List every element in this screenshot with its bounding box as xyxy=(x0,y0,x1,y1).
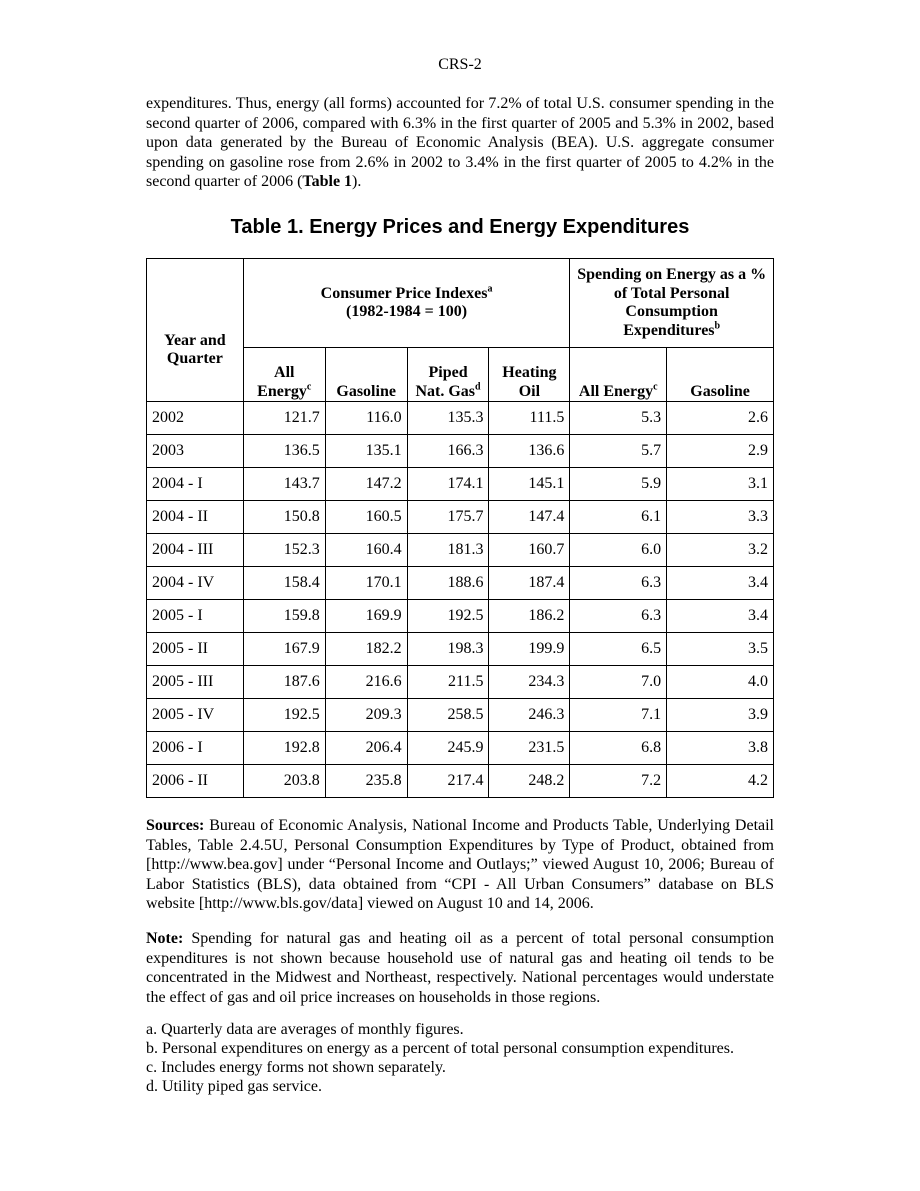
footnote-a: a. Quarterly data are averages of monthly figures. xyxy=(146,1021,464,1038)
sources-text: Bureau of Economic Analysis, National Income and Products Table, Underlying Detail Tables, Table 2.4.5U, Personal Consumption Expenditures by Type of Product, obtained from [http://www.bea.gov] under “Personal Income and Outlays;” viewed August 10, 2006; Bureau of Labor Statistics (BLS), data obtained from “CPI - All Urban Consumers” database on BLS website [http://www.bls.gov/data] viewed on August 10 and 14, 2006. xyxy=(146,817,774,913)
cell-sp-gas: 3.5 xyxy=(667,633,774,666)
cell-sp-gas: 4.0 xyxy=(667,666,774,699)
cell-cpi-all: 159.8 xyxy=(243,600,325,633)
header-spending-group: Spending on Energy as a % of Total Personal Consumption Expenditures$^b$ xyxy=(570,259,774,348)
cell-sp-all: 6.3 xyxy=(570,600,667,633)
cell-cpi-oil: 147.4 xyxy=(489,501,570,534)
cell-sp-all: 7.1 xyxy=(570,699,667,732)
cell-cpi-all: 158.4 xyxy=(243,567,325,600)
cell-cpi-gas: 206.4 xyxy=(325,732,407,765)
page-header: CRS-2 xyxy=(438,56,482,73)
cell-period: 2004 - I xyxy=(147,468,244,501)
header-cpi-all-energy: All Energy$^c$ xyxy=(243,348,325,402)
table-row xyxy=(147,468,774,501)
cell-cpi-all: 192.8 xyxy=(243,732,325,765)
table-row xyxy=(147,732,774,765)
intro-paragraph xyxy=(146,94,774,192)
cell-sp-all: 7.2 xyxy=(570,765,667,798)
cell-cpi-oil: 248.2 xyxy=(489,765,570,798)
cell-sp-all: 6.0 xyxy=(570,534,667,567)
intro-table-reference: Table 1 xyxy=(302,173,353,191)
table-row xyxy=(147,699,774,732)
header-cpi-piped-gas: Piped Nat. Gas$^d$ xyxy=(407,348,489,402)
cell-cpi-gas: 170.1 xyxy=(325,567,407,600)
footnote-d: d. Utility piped gas service. xyxy=(146,1078,322,1095)
header-cpi-gasoline: Gasoline xyxy=(325,348,407,402)
cell-cpi-piped: 135.3 xyxy=(407,402,489,435)
cell-sp-gas: 3.4 xyxy=(667,567,774,600)
cell-cpi-all: 143.7 xyxy=(243,468,325,501)
cell-cpi-gas: 135.1 xyxy=(325,435,407,468)
cell-cpi-piped: 166.3 xyxy=(407,435,489,468)
cell-cpi-oil: 231.5 xyxy=(489,732,570,765)
cell-period: 2004 - IV xyxy=(147,567,244,600)
table-row xyxy=(147,402,774,435)
table-title: Table 1. Energy Prices and Energy Expenditures xyxy=(230,216,690,238)
cell-sp-all: 6.8 xyxy=(570,732,667,765)
cell-cpi-piped: 245.9 xyxy=(407,732,489,765)
table-row xyxy=(147,501,774,534)
cell-sp-gas: 4.2 xyxy=(667,765,774,798)
cell-cpi-oil: 111.5 xyxy=(489,402,570,435)
cell-period: 2006 - I xyxy=(147,732,244,765)
header-spend-all-energy: All Energy$^c$ xyxy=(570,348,667,402)
cell-cpi-piped: 258.5 xyxy=(407,699,489,732)
cell-cpi-piped: 211.5 xyxy=(407,666,489,699)
cell-sp-all: 6.5 xyxy=(570,633,667,666)
footnote-b: b. Personal expenditures on energy as a percent of total personal consumption expenditures. xyxy=(146,1040,734,1057)
cell-cpi-oil: 187.4 xyxy=(489,567,570,600)
cell-sp-all: 5.7 xyxy=(570,435,667,468)
cell-cpi-oil: 199.9 xyxy=(489,633,570,666)
cell-period: 2005 - III xyxy=(147,666,244,699)
header-spend-gasoline: Gasoline xyxy=(667,348,774,402)
cell-period: 2003 xyxy=(147,435,244,468)
cell-cpi-piped: 217.4 xyxy=(407,765,489,798)
cell-period: 2004 - II xyxy=(147,501,244,534)
header-cpi-heating-oil: Heating Oil xyxy=(489,348,570,402)
cell-cpi-gas: 169.9 xyxy=(325,600,407,633)
cell-cpi-all: 121.7 xyxy=(243,402,325,435)
cell-sp-gas: 3.2 xyxy=(667,534,774,567)
cell-period: 2006 - II xyxy=(147,765,244,798)
cell-sp-all: 5.9 xyxy=(570,468,667,501)
cell-cpi-gas: 160.4 xyxy=(325,534,407,567)
cell-sp-gas: 2.9 xyxy=(667,435,774,468)
cell-cpi-oil: 136.6 xyxy=(489,435,570,468)
cell-cpi-gas: 147.2 xyxy=(325,468,407,501)
cell-cpi-piped: 188.6 xyxy=(407,567,489,600)
cell-period: 2005 - II xyxy=(147,633,244,666)
cell-sp-all: 5.3 xyxy=(570,402,667,435)
sources-label: Sources: xyxy=(146,817,205,834)
table-row xyxy=(147,666,774,699)
cell-cpi-oil: 160.7 xyxy=(489,534,570,567)
table-row xyxy=(147,600,774,633)
cell-sp-gas: 3.8 xyxy=(667,732,774,765)
intro-text-before: expenditures. Thus, energy (all forms) accounted for 7.2% of total U.S. consumer spending in the second quarter of 2006, compared with 6.3% in the first quarter of 2005 and 5.3% in 2002, based upon data generated by the Bureau of Economic Analysis (BEA). U.S. aggregate consumer spending on gasoline rose from 2.6% in 2002 to 3.4% in the first quarter of 2005 to 4.2% in the second quarter of 2006 ( xyxy=(146,95,774,191)
cell-cpi-oil: 186.2 xyxy=(489,600,570,633)
energy-table xyxy=(146,258,774,798)
cell-cpi-oil: 246.3 xyxy=(489,699,570,732)
cell-sp-all: 7.0 xyxy=(570,666,667,699)
footnote-c: c. Includes energy forms not shown separately. xyxy=(146,1059,446,1076)
cell-period: 2005 - I xyxy=(147,600,244,633)
cell-cpi-all: 192.5 xyxy=(243,699,325,732)
cell-cpi-all: 152.3 xyxy=(243,534,325,567)
table-row xyxy=(147,567,774,600)
table-row xyxy=(147,435,774,468)
cell-cpi-piped: 175.7 xyxy=(407,501,489,534)
cell-cpi-piped: 192.5 xyxy=(407,600,489,633)
cell-period: 2004 - III xyxy=(147,534,244,567)
note-text: Spending for natural gas and heating oil as a percent of total personal consumption expenditures is not shown because household use of natural gas and heating oil tends to be concentrated in the Midwest and Northeast, respectively. National percentages would understate the effect of gas and oil price increases on households in those regions. xyxy=(146,930,774,1006)
cell-cpi-piped: 198.3 xyxy=(407,633,489,666)
cell-period: 2005 - IV xyxy=(147,699,244,732)
header-year-quarter: Year and Quarter xyxy=(147,259,244,402)
cell-cpi-piped: 174.1 xyxy=(407,468,489,501)
cell-sp-gas: 2.6 xyxy=(667,402,774,435)
header-cpi-group: Consumer Price Indexes$^a$ (1982-1984 = 100) xyxy=(243,259,570,348)
cell-sp-gas: 3.9 xyxy=(667,699,774,732)
note-label: Note: xyxy=(146,930,184,947)
cell-cpi-all: 167.9 xyxy=(243,633,325,666)
cell-cpi-gas: 209.3 xyxy=(325,699,407,732)
table-body xyxy=(147,402,774,798)
cell-cpi-all: 136.5 xyxy=(243,435,325,468)
note-paragraph xyxy=(146,929,774,1007)
cell-sp-all: 6.1 xyxy=(570,501,667,534)
sources-note xyxy=(146,816,774,914)
cell-sp-gas: 3.3 xyxy=(667,501,774,534)
cell-sp-gas: 3.4 xyxy=(667,600,774,633)
cell-cpi-gas: 216.6 xyxy=(325,666,407,699)
cell-cpi-gas: 116.0 xyxy=(325,402,407,435)
cell-sp-gas: 3.1 xyxy=(667,468,774,501)
cell-cpi-gas: 235.8 xyxy=(325,765,407,798)
cell-sp-all: 6.3 xyxy=(570,567,667,600)
cell-cpi-oil: 145.1 xyxy=(489,468,570,501)
table-row xyxy=(147,765,774,798)
cell-cpi-piped: 181.3 xyxy=(407,534,489,567)
table-row xyxy=(147,633,774,666)
cell-cpi-all: 150.8 xyxy=(243,501,325,534)
cell-cpi-all: 203.8 xyxy=(243,765,325,798)
cell-cpi-oil: 234.3 xyxy=(489,666,570,699)
intro-text-after: ). xyxy=(352,173,362,191)
cell-cpi-all: 187.6 xyxy=(243,666,325,699)
cell-period: 2002 xyxy=(147,402,244,435)
cell-cpi-gas: 160.5 xyxy=(325,501,407,534)
table-row xyxy=(147,534,774,567)
cell-cpi-gas: 182.2 xyxy=(325,633,407,666)
